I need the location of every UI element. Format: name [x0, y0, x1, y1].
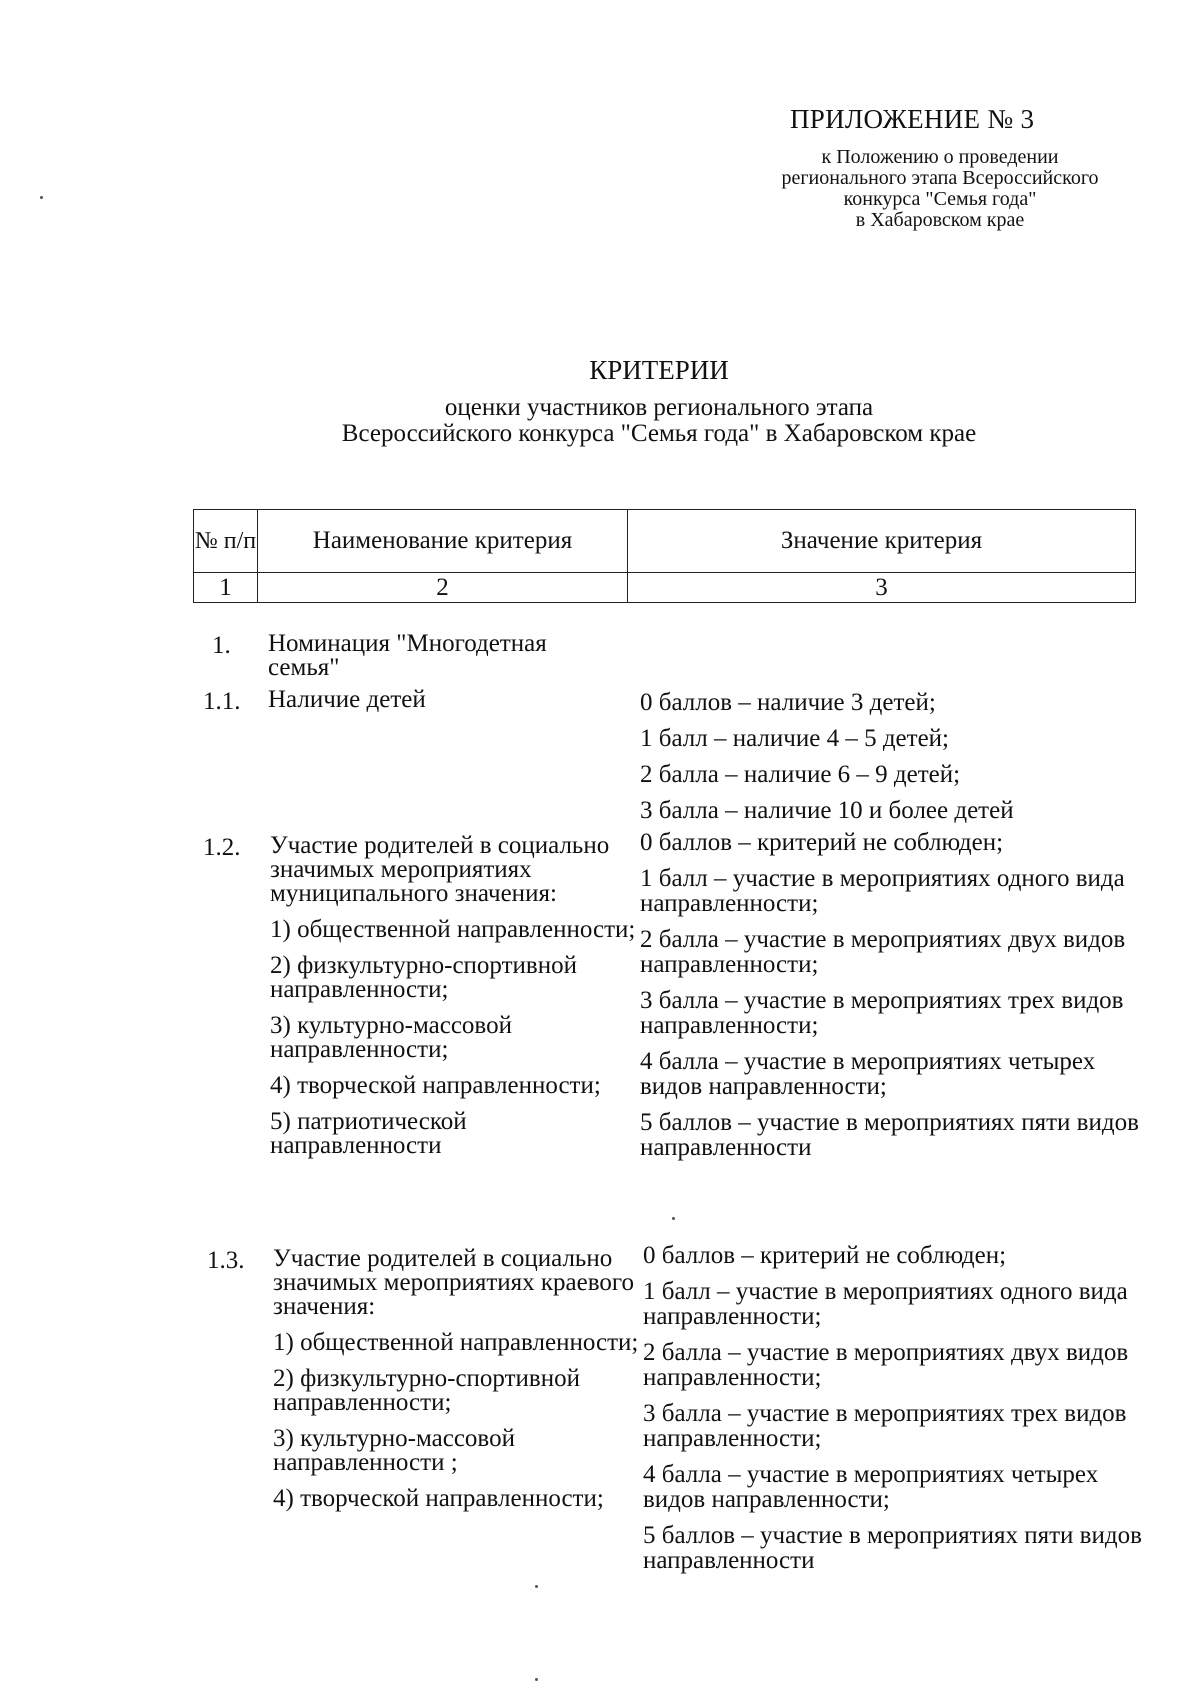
criterion-subitem: 2) физкультурно-спортивной направленности; — [270, 952, 577, 1003]
appendix-line: регионального этапа Всероссийского — [781, 167, 1099, 189]
header-number: № п/п — [194, 510, 258, 573]
column-number-2: 2 — [258, 573, 628, 603]
criterion-value: 3 балла – участие в мероприятиях трех видов направленности; — [640, 987, 1124, 1039]
criterion-subitem: 2) физкультурно-спортивной направленности; — [273, 1365, 580, 1416]
criterion-name: Наличие детей — [268, 686, 426, 713]
document-subtitle — [0, 395, 1200, 447]
criterion-value: 2 балла – участие в мероприятиях двух видов направленности; — [640, 926, 1126, 978]
criterion-subitem: 1) общественной направленности; — [270, 916, 636, 943]
criterion-value: 3 балла – наличие 10 и более детей — [640, 797, 1014, 824]
criterion-subitem: 1) общественной направленности; — [273, 1329, 639, 1356]
criterion-subitem: 3) культурно-массовой направленности; — [270, 1012, 512, 1063]
subtitle-line: оценки участников регионального этапа — [444, 394, 874, 421]
section-name — [268, 632, 598, 692]
document-title: КРИТЕРИИ — [589, 355, 729, 385]
criterion-value: 3 балла – участие в мероприятиях трех видов направленности; — [643, 1400, 1127, 1452]
criterion-name-block — [270, 834, 640, 1170]
criterion-name-block — [268, 688, 638, 724]
criterion-value: 0 баллов – критерий не соблюден; — [640, 829, 1004, 856]
criterion-values — [640, 830, 1160, 1171]
criterion-value: 0 баллов – наличие 3 детей; — [640, 689, 936, 716]
appendix-line: конкурса "Семья года" — [843, 188, 1037, 210]
criterion-number: 1.3. — [207, 1247, 245, 1274]
column-number-1: 1 — [194, 573, 258, 603]
criterion-value: 1 балл – участие в мероприятиях одного вида направленности; — [643, 1278, 1128, 1330]
appendix-reference — [730, 147, 1150, 231]
criterion-value: 5 баллов – участие в мероприятиях пяти видов направленности — [643, 1522, 1142, 1574]
criterion-subitem: 3) культурно-массовой направленности ; — [273, 1425, 515, 1476]
criterion-name: Номинация "Многодетная семья" — [268, 630, 547, 681]
criterion-value: 1 балл – участие в мероприятиях одного вида направленности; — [640, 865, 1125, 917]
criterion-value: 2 балла – участие в мероприятиях двух видов направленности; — [643, 1339, 1129, 1391]
criterion-number: 1.1. — [203, 688, 241, 715]
criterion-value: 2 балла – наличие 6 – 9 детей; — [640, 761, 961, 788]
criterion-number: 1.2. — [203, 834, 241, 861]
criterion-name: Участие родителей в социально значимых мероприятиях краевого значения: — [273, 1245, 634, 1320]
appendix-title: ПРИЛОЖЕНИЕ № 3 — [790, 104, 1035, 134]
header-value: Значение критерия — [628, 510, 1136, 573]
criterion-values — [643, 1243, 1163, 1584]
criterion-name-block — [273, 1247, 643, 1523]
appendix-line: в Хабаровском крае — [855, 209, 1025, 231]
scan-speck — [672, 1217, 675, 1220]
criterion-value: 0 баллов – критерий не соблюден; — [643, 1242, 1007, 1269]
scan-speck — [40, 196, 43, 199]
subtitle-line: Всероссийского конкурса "Семья года" в Хабаровском крае — [341, 420, 977, 447]
criterion-values — [640, 685, 1160, 829]
criterion-value: 4 балла – участие в мероприятиях четырех видов направленности; — [640, 1048, 1096, 1100]
criterion-value: 5 баллов – участие в мероприятиях пяти видов направленности — [640, 1109, 1139, 1161]
scan-speck — [535, 1678, 538, 1681]
criterion-subitem: 4) творческой направленности; — [270, 1072, 601, 1099]
criterion-name: Участие родителей в социально значимых мероприятиях муниципального значения: — [270, 832, 610, 907]
header-name: Наименование критерия — [258, 510, 628, 573]
section-number: 1. — [212, 632, 231, 659]
appendix-line: к Положению о проведении — [821, 146, 1059, 168]
criterion-subitem: 4) творческой направленности; — [273, 1485, 604, 1512]
scan-speck — [535, 1585, 538, 1588]
criteria-table-header — [193, 509, 1136, 603]
column-number-3: 3 — [628, 573, 1136, 603]
criterion-subitem: 5) патриотической направленности — [270, 1108, 467, 1159]
criterion-value: 4 балла – участие в мероприятиях четырех видов направленности; — [643, 1461, 1099, 1513]
criterion-value: 1 балл – наличие 4 – 5 детей; — [640, 725, 949, 752]
